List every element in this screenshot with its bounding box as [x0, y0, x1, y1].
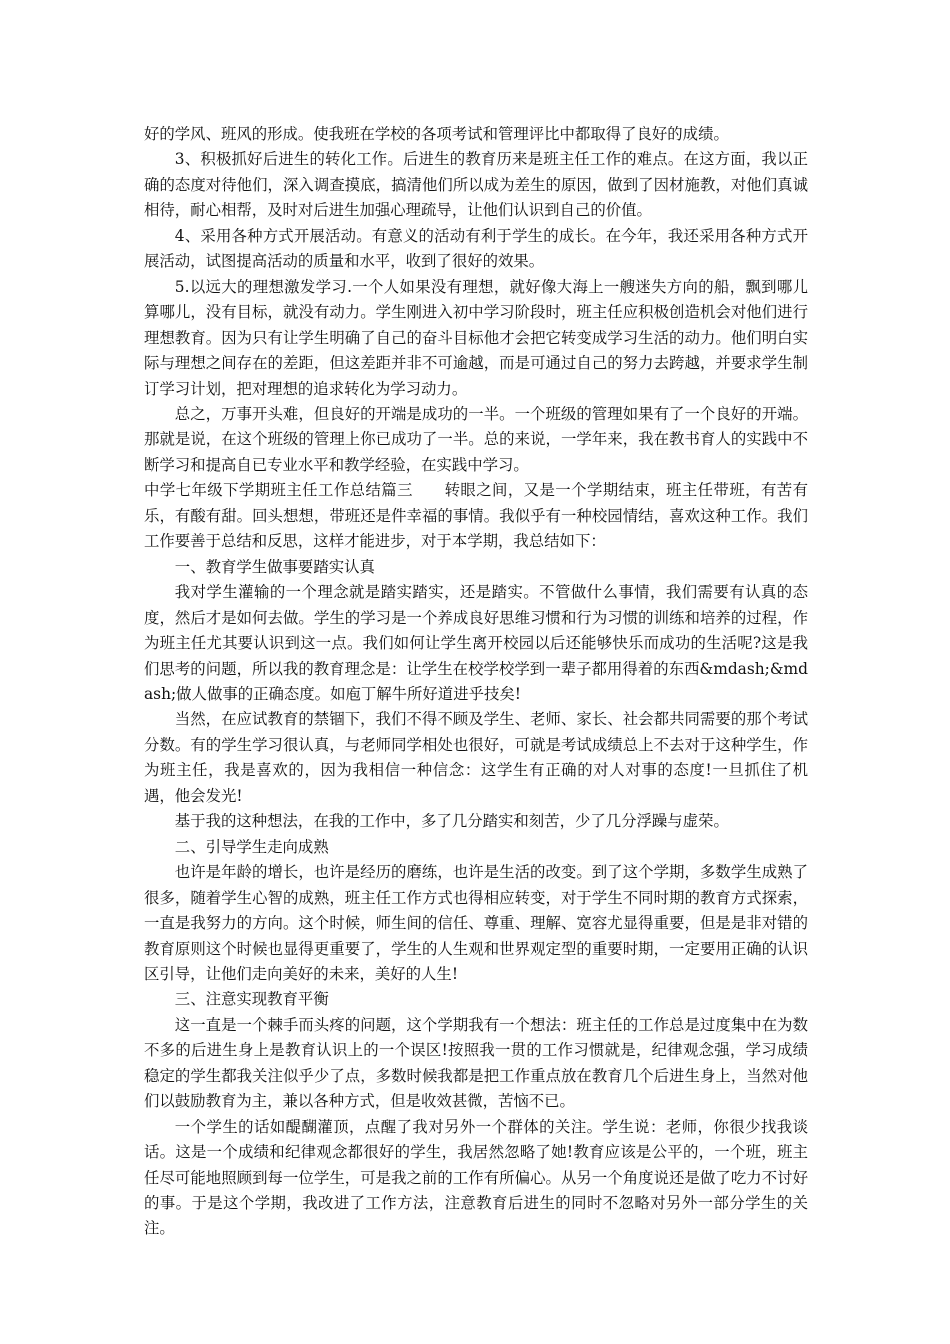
- heading-section-3: 三、注意实现教育平衡: [174, 990, 329, 1009]
- heading-section-1: 一、教育学生做事要踏实认真: [174, 557, 375, 576]
- paragraph-point-4: 4、采用各种方式开展活动。有意义的活动有利于学生的成长。在今年，我还采用各种方式开展活动，试图提高活动的质量和水平，收到了很好的效果。: [144, 226, 808, 271]
- paragraph-point-3: 3、积极抓好后进生的转化工作。后进生的教育历来是班主任工作的难点。在这方面，我以正确的态度对待他们，深入调查摸底，搞清他们所以成为差生的原因，做到了因材施教，对他们真诚相待，耐心相帮，及时对后进生加强心理疏导，让他们认识到自己的价值。: [144, 150, 808, 220]
- section-title-part-three: 中学七年级下学期班主任工作总结篇三 转眼之间，又是一个学期结束，班主任带班，有苦有乐，有酸有甜。回头想想，带班还是件幸福的事情。我似乎有一种校园情结，喜欢这种工作。我们工作要善于总结和反思，这样才能进步，对于本学期，我总结如下：: [144, 481, 808, 551]
- paragraph-conclusion: 总之，万事开头难，但良好的开端是成功的一半。一个班级的管理如果有了一个良好的开端。那就是说，在这个班级的管理上你已成功了一半。总的来说，一学年来，我在教书育人的实践中不断学习和提高自已专业水平和教学经验，在实践中学习。: [144, 404, 808, 474]
- paragraph-section-2: 也许是年龄的增长，也许是经历的磨练，也许是生活的改变。到了这个学期，多数学生成熟了很多，随着学生心智的成熟，班主任工作方式也得相应转变，对于学生不同时期的教育方式探索，一直是我努力的方向。这个时候，师生间的信任、尊重、理解、宽容尤显得重要，但是是非对错的教育原则这个时候也显得更重要了，学生的人生观和世界观定型的重要时期，一定要用正确的认识区引导，让他们走向美好的未来，美好的人生!: [144, 863, 808, 983]
- document-page: [144, 122, 808, 1242]
- paragraph-section-3-b: 一个学生的话如醍醐灌顶，点醒了我对另外一个群体的关注。学生说：老师，你很少找我谈话。这是一个成绩和纪律观念都很好的学生，我居然忽略了她!教育应该是公平的，一个班，班主任尽可能地照顾到每一位学生，可是我之前的工作有所偏心。从另一个角度说还是做了吃力不讨好的事。于是这个学期，我改进了工作方法，注意教育后进生的同时不忽略对另外一部分学生的关注。: [144, 1117, 808, 1238]
- paragraph-section-1-a: 我对学生灌输的一个理念就是踏实踏实，还是踏实。不管做什么事情，我们需要有认真的态度，然后才是如何去做。学生的学习是一个养成良好思维习惯和行为习惯的训练和培养的过程，作为班主任尤其要认识到这一点。我们如何让学生离开校园以后还能够快乐而成功的生活呢?这是我们思考的问题，所以我的教育理念是：让学生在校学校学到一辈子都用得着的东西&mdash;&mdash;做人做事的正确态度。如庖丁解牛所好道进乎技矣!: [144, 583, 808, 703]
- paragraph-point-5: 5.以远大的理想激发学习.一个人如果没有理想，就好像大海上一艘迷失方向的船，飘到哪儿算哪儿，没有目标，就没有动力。学生刚进入初中学习阶段时，班主任应积极创造机会对他们进行理想教育。因为只有让学生明确了自己的奋斗目标他才会把它转变成学习生活的动力。他们明白实际与理想之间存在的差距，但这差距并非不可逾越，而是可通过自己的努力去跨越，并要求学生制订学习计划，把对理想的追求转化为学习动力。: [144, 277, 808, 398]
- heading-section-2: 二、引导学生走向成熟: [174, 837, 329, 856]
- paragraph-continuation: 好的学风、班风的形成。使我班在学校的各项考试和管理评比中都取得了良好的成绩。: [144, 125, 729, 143]
- paragraph-section-3-a: 这一直是一个棘手而头疼的问题，这个学期我有一个想法：班主任的工作总是过度集中在为数不多的后进生身上是教育认识上的一个误区!按照我一贯的工作习惯就是，纪律观念强，学习成绩稳定的学生都我关注似乎少了点，多数时候我都是把工作重点放在教育几个后进生身上，当然对他们以鼓励教育为主，兼以各种方式，但是收效甚微，苦恼不已。: [144, 1015, 808, 1111]
- paragraph-section-1-c: 基于我的这种想法，在我的工作中，多了几分踏实和刻苦，少了几分浮躁与虚荣。: [174, 812, 729, 831]
- paragraph-section-1-b: 当然，在应试教育的禁锢下，我们不得不顾及学生、老师、家长、社会都共同需要的那个考试分数。有的学生学习很认真，与老师同学相处也很好，可就是考试成绩总上不去对于这种学生，作为班主任，我是喜欢的，因为我相信一种信念：这学生有正确的对人对事的态度!一旦抓住了机遇，他会发光!: [144, 710, 808, 805]
